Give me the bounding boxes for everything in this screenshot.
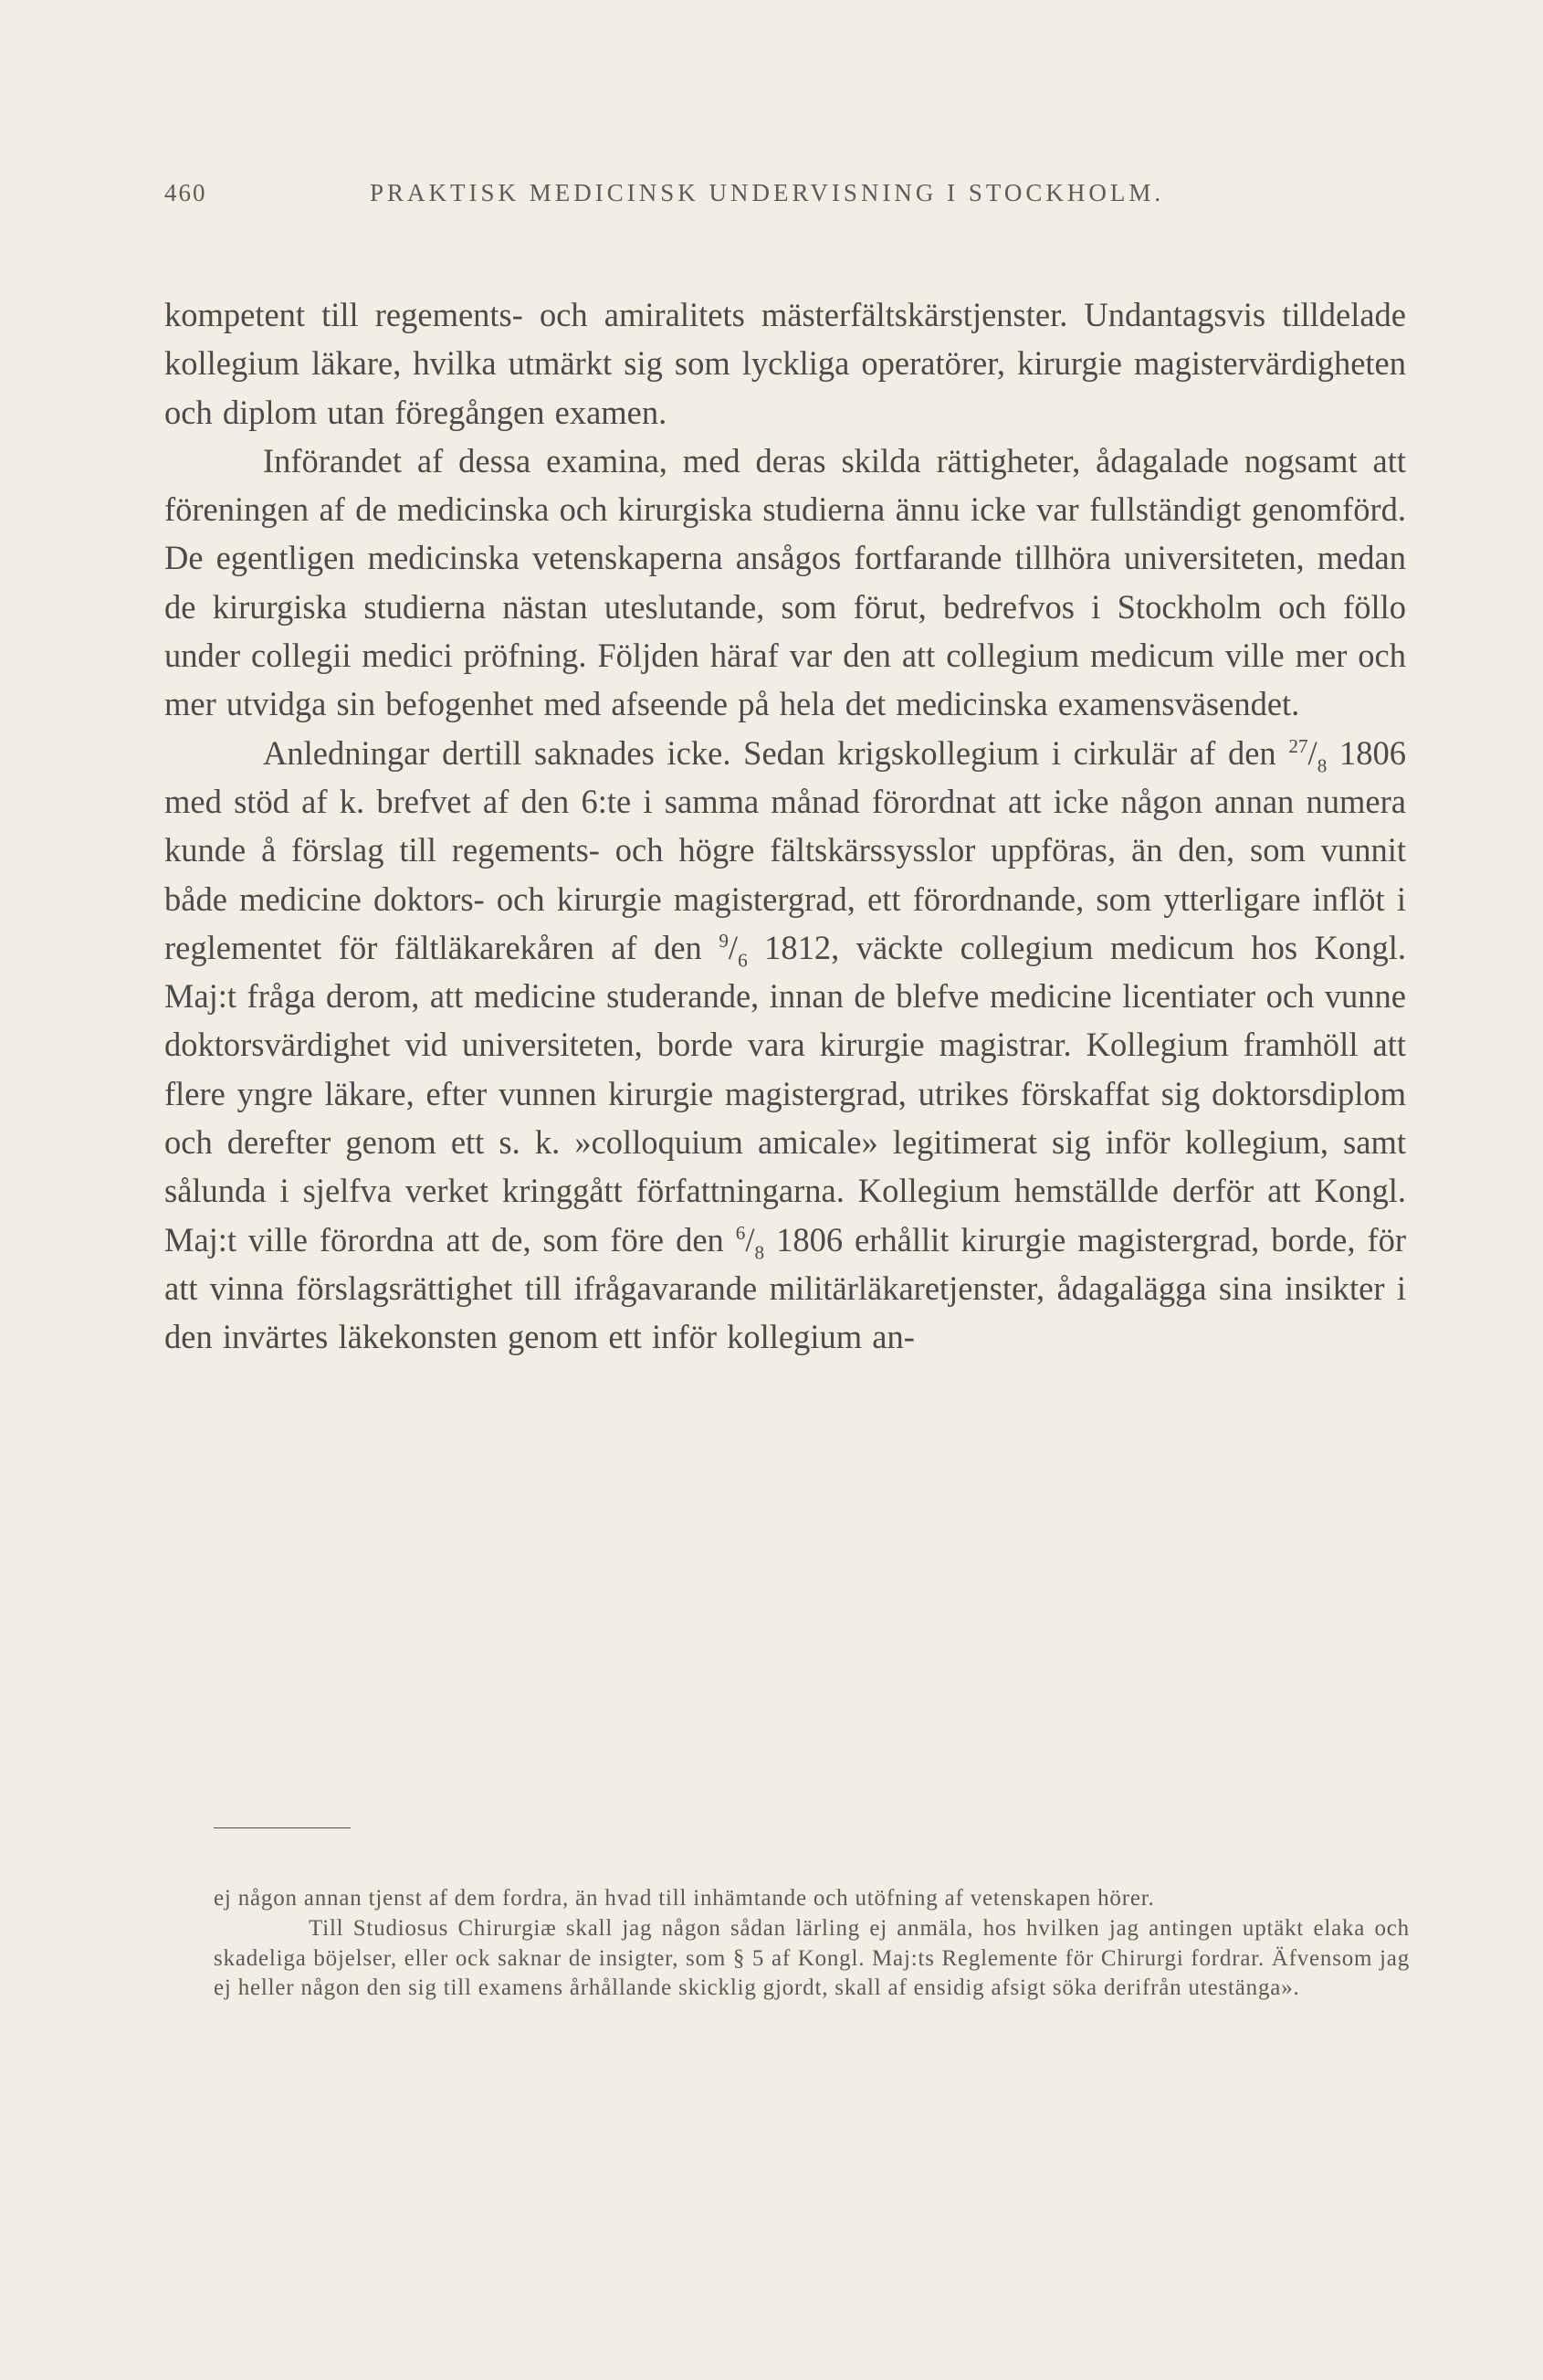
fraction-3-denominator: 8 [754,1240,765,1263]
fraction-3-numerator: 6 [735,1221,746,1244]
footnote-line-2: Till Studiosus Chirurgiæ skall jag någon sådan lärling ej anmäla, hos hvilken jag antingen uptäkt elaka och skadeliga böjelser, eller ock saknar de insigter, som § 5 af Kongl. Maj:ts Reglemente för Chirurgi fordrar. Äfvensom jag ej heller någon den sig till examens århållande skicklig gjordt, skall af ensidig afsigt söka derifrån utestänga». [214,1915,1410,2001]
paragraph-3-part-d: 1806 erhållit kirurgie magistergrad, borde, för att vinna förslagsrättighet till ifrågavarande militärläkaretjenster, ådagalägga sina insikter i den invärtes läkekonsten genom ett inför kollegium an- [164,1220,1407,1356]
paragraph-3-part-c: 1812, väckte collegium medicum hos Kongl. Maj:t fråga derom, att medicine studerande, innan de blefve medicine licentiater och vunne doktorsvärdighet vid universiteten, borde vara kirurgie magistrar. Kollegium framhöll att flere yngre läkare, efter vunnen kirurgie magistergrad, utrikes förskaffat sig doktorsdiplom och derefter genom ett s. k. »colloquium amicale» legitimerat sig inför kollegium, samt sålunda i sjelfva verket kringgått författningarna. Kollegium hemställde derför att Kongl. Maj:t ville förordna att de, som före den [164,928,1406,1258]
paragraph-1: kompetent till regements- och amiralitets mästerfältskärstjenster. Undantagsvis tilldelade kollegium läkare, hvilka utmärkt sig som lyckliga operatörer, kirurgie magistervärdigheten och diplom utan föregången examen. [164,296,1406,431]
fraction-1-numerator: 27 [1288,734,1308,757]
paragraph-3-part-a: Anledningar dertill saknades icke. Sedan krigskollegium i cirkulär af den [263,733,1289,772]
footnote-line-1: ej någon annan tjenst af dem fordra, än hvad till inhämtande och utöfning af vetenskapen hörer. [214,1886,1155,1911]
running-head [164,179,1406,216]
fraction-2-denominator: 6 [738,949,748,972]
footnote-rule [214,1827,351,1828]
fraction-1-denominator: 8 [1317,753,1328,776]
running-title: PRAKTISK MEDICINSK UNDERVISNING I STOCKHOLM. [370,179,1165,206]
paragraph-3: Anledningar dertill saknades icke. Sedan krigskollegium i cirkulär af den $^{27}/_8$ 1806 med stöd af k. brefvet af den 6:te i samma månad förordnat att icke någon annan numera kunde å förslag till regements- och högre fältskärssysslor uppföras, än den, som vunnit både medicine doktors- och kirurgie magistergrad, ett förordnande, som ytterligare inflöt i reglementet för fältläkarekåren af den $^9/_6$ 1812, väckte collegium medicum hos Kongl. Maj:t fråga derom, att medicine studerande, innan de blefve medicine licentiater och vunne doktorsvärdighet vid universiteten, borde vara kirurgie magistrar. Kollegium framhöll att flere yngre läkare, efter vunnen kirurgie magistergrad, utrikes förskaffat sig doktorsdiplom och derefter genom ett s. k. »colloquium amicale» legitimerat sig inför kollegium, samt sålunda i sjelfva verket kringgått författningarna. Kollegium hemställde derför att Kongl. Maj:t ville förordna att de, som före den $^6/_8$ 1806 erhållit kirurgie magistergrad, borde, för att vinna förslagsrättighet till ifrågavarande militärläkaretjenster, ådagalägga sina insikter i den invärtes läkekonsten genom ett inför kollegium an- [164,733,1407,1356]
paragraph-2: Införandet af dessa examina, med deras skilda rättigheter, ådagalade nogsamt att föreningen af de medicinska och kirurgiska studierna ännu icke var fullständigt genomförd. De egentligen medicinska vetenskaperna ansågos fortfarande tillhöra universiteten, medan de kirurgiska studierna nästan uteslutande, som förut, bedrefvos i Stockholm och föllo under collegii medici pröfning. Följden häraf var den att collegium medicum ville mer och mer utvidga sin befogenhet med afseende på hela det medicinska examensväsendet. [164,441,1406,723]
page-number: 460 [164,179,207,206]
fraction-2-numerator: 9 [719,929,729,952]
main-text [164,290,1406,1362]
paragraph-3-part-b: 1806 med stöd af k. brefvet af den 6:te i samma månad förordnat att icke någon annan numera kunde å förslag till regements- och högre fältskärssysslor uppföras, än den, som vunnit både medicine doktors- och kirurgie magistergrad, ett förordnande, som ytterligare inflöt i reglementet för fältläkarekåren af den [164,733,1406,966]
footnote [214,1884,1410,2004]
